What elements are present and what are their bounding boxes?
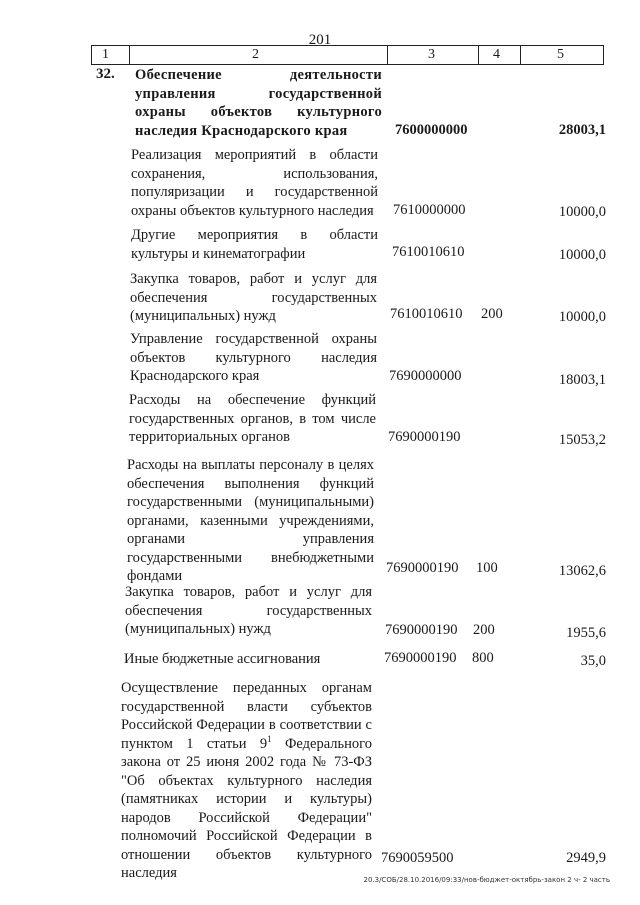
- row-amount: 13062,6: [558, 563, 606, 579]
- column-divider: [129, 46, 130, 64]
- column-divider: [520, 46, 521, 64]
- row-code: 7690000190: [384, 650, 457, 666]
- header-col-1: 1: [102, 47, 109, 62]
- row-expense-type: 100: [476, 560, 498, 576]
- row-code: 7610010610: [392, 244, 465, 260]
- row-description: Иные бюджетные ассигнования: [124, 651, 321, 667]
- header-col-5: 5: [557, 47, 564, 62]
- row-expense-type: 200: [481, 306, 503, 322]
- row-amount: 18003,1: [558, 372, 606, 388]
- row-description: Другие мероприятия в области культуры и кинематографии: [131, 227, 378, 262]
- row-amount: 35,0: [580, 653, 606, 669]
- row-amount: 15053,2: [558, 432, 606, 448]
- header-col-4: 4: [493, 47, 500, 62]
- row-amount: 10000,0: [558, 309, 606, 325]
- row-code: 7690000000: [389, 368, 462, 384]
- row-amount: 10000,0: [558, 247, 606, 263]
- row-code: 7610010610: [390, 306, 463, 322]
- row-description: Обеспечение деятельности управления государственной охраны объектов культурного наследия Краснодарского края: [135, 67, 382, 139]
- row-description-part: Осуществление переданных органам государственной власти субъектов Российской Федерации в соответствии с пунктом 1 статьи 9: [121, 680, 372, 752]
- page-number: 201: [308, 32, 332, 48]
- row-amount: 1955,6: [566, 625, 606, 641]
- column-divider: [478, 46, 479, 64]
- header-col-2: 2: [252, 47, 259, 62]
- row-code: 7610000000: [393, 202, 466, 218]
- header-col-3: 3: [428, 47, 435, 62]
- row-code: 7690000190: [385, 622, 458, 638]
- row-code: 7690059500: [381, 850, 454, 866]
- row-code: 7690000190: [386, 560, 459, 576]
- row-description: Расходы на выплаты персоналу в целях обеспечения выполнения функций государственными (муниципальными) органами, казенными учреждениями, органами управления государственными внебюджетными фондами: [127, 457, 374, 584]
- row-code: 7600000000: [395, 122, 468, 138]
- row-description: Расходы на обеспечение функций государственных органов, в том числе территориальных органов: [129, 392, 376, 445]
- row-description: Управление государственной охраны объектов культурного наследия Краснодарского края: [130, 331, 377, 384]
- section-number: 32.: [96, 66, 115, 82]
- row-amount: 2949,9: [566, 850, 606, 866]
- row-description: [121, 679, 372, 883]
- row-expense-type: 800: [472, 650, 494, 666]
- row-description: Закупка товаров, работ и услуг для обеспечения государственных (муниципальных) нужд: [125, 584, 372, 637]
- row-description: Реализация мероприятий в области сохранения, использования, популяризации и государственной охраны объектов культурного наследия: [131, 147, 378, 219]
- column-divider: [387, 46, 388, 64]
- row-expense-type: 200: [473, 622, 495, 638]
- row-amount: 28003,1: [558, 122, 606, 138]
- row-description-part: Федерального закона от 25 июня 2002 года № 73-ФЗ "Об объектах культурного наследия (памятниках истории и культуры) народов Российской Федерации" полномочий Российской Федерации в отношении объектов культурного наследия: [121, 735, 372, 881]
- row-description: Закупка товаров, работ и услуг для обеспечения государственных (муниципальных) нужд: [130, 271, 377, 324]
- footer-stamp: 20.3/СОБ/28.10.2016/09:33/нов-бюджет-октябрь-закон 2 ч- 2 часть: [363, 876, 610, 884]
- table-header: [91, 45, 604, 65]
- row-amount: 10000,0: [558, 204, 606, 220]
- superscript: 1: [267, 733, 272, 744]
- row-code: 7690000190: [388, 429, 461, 445]
